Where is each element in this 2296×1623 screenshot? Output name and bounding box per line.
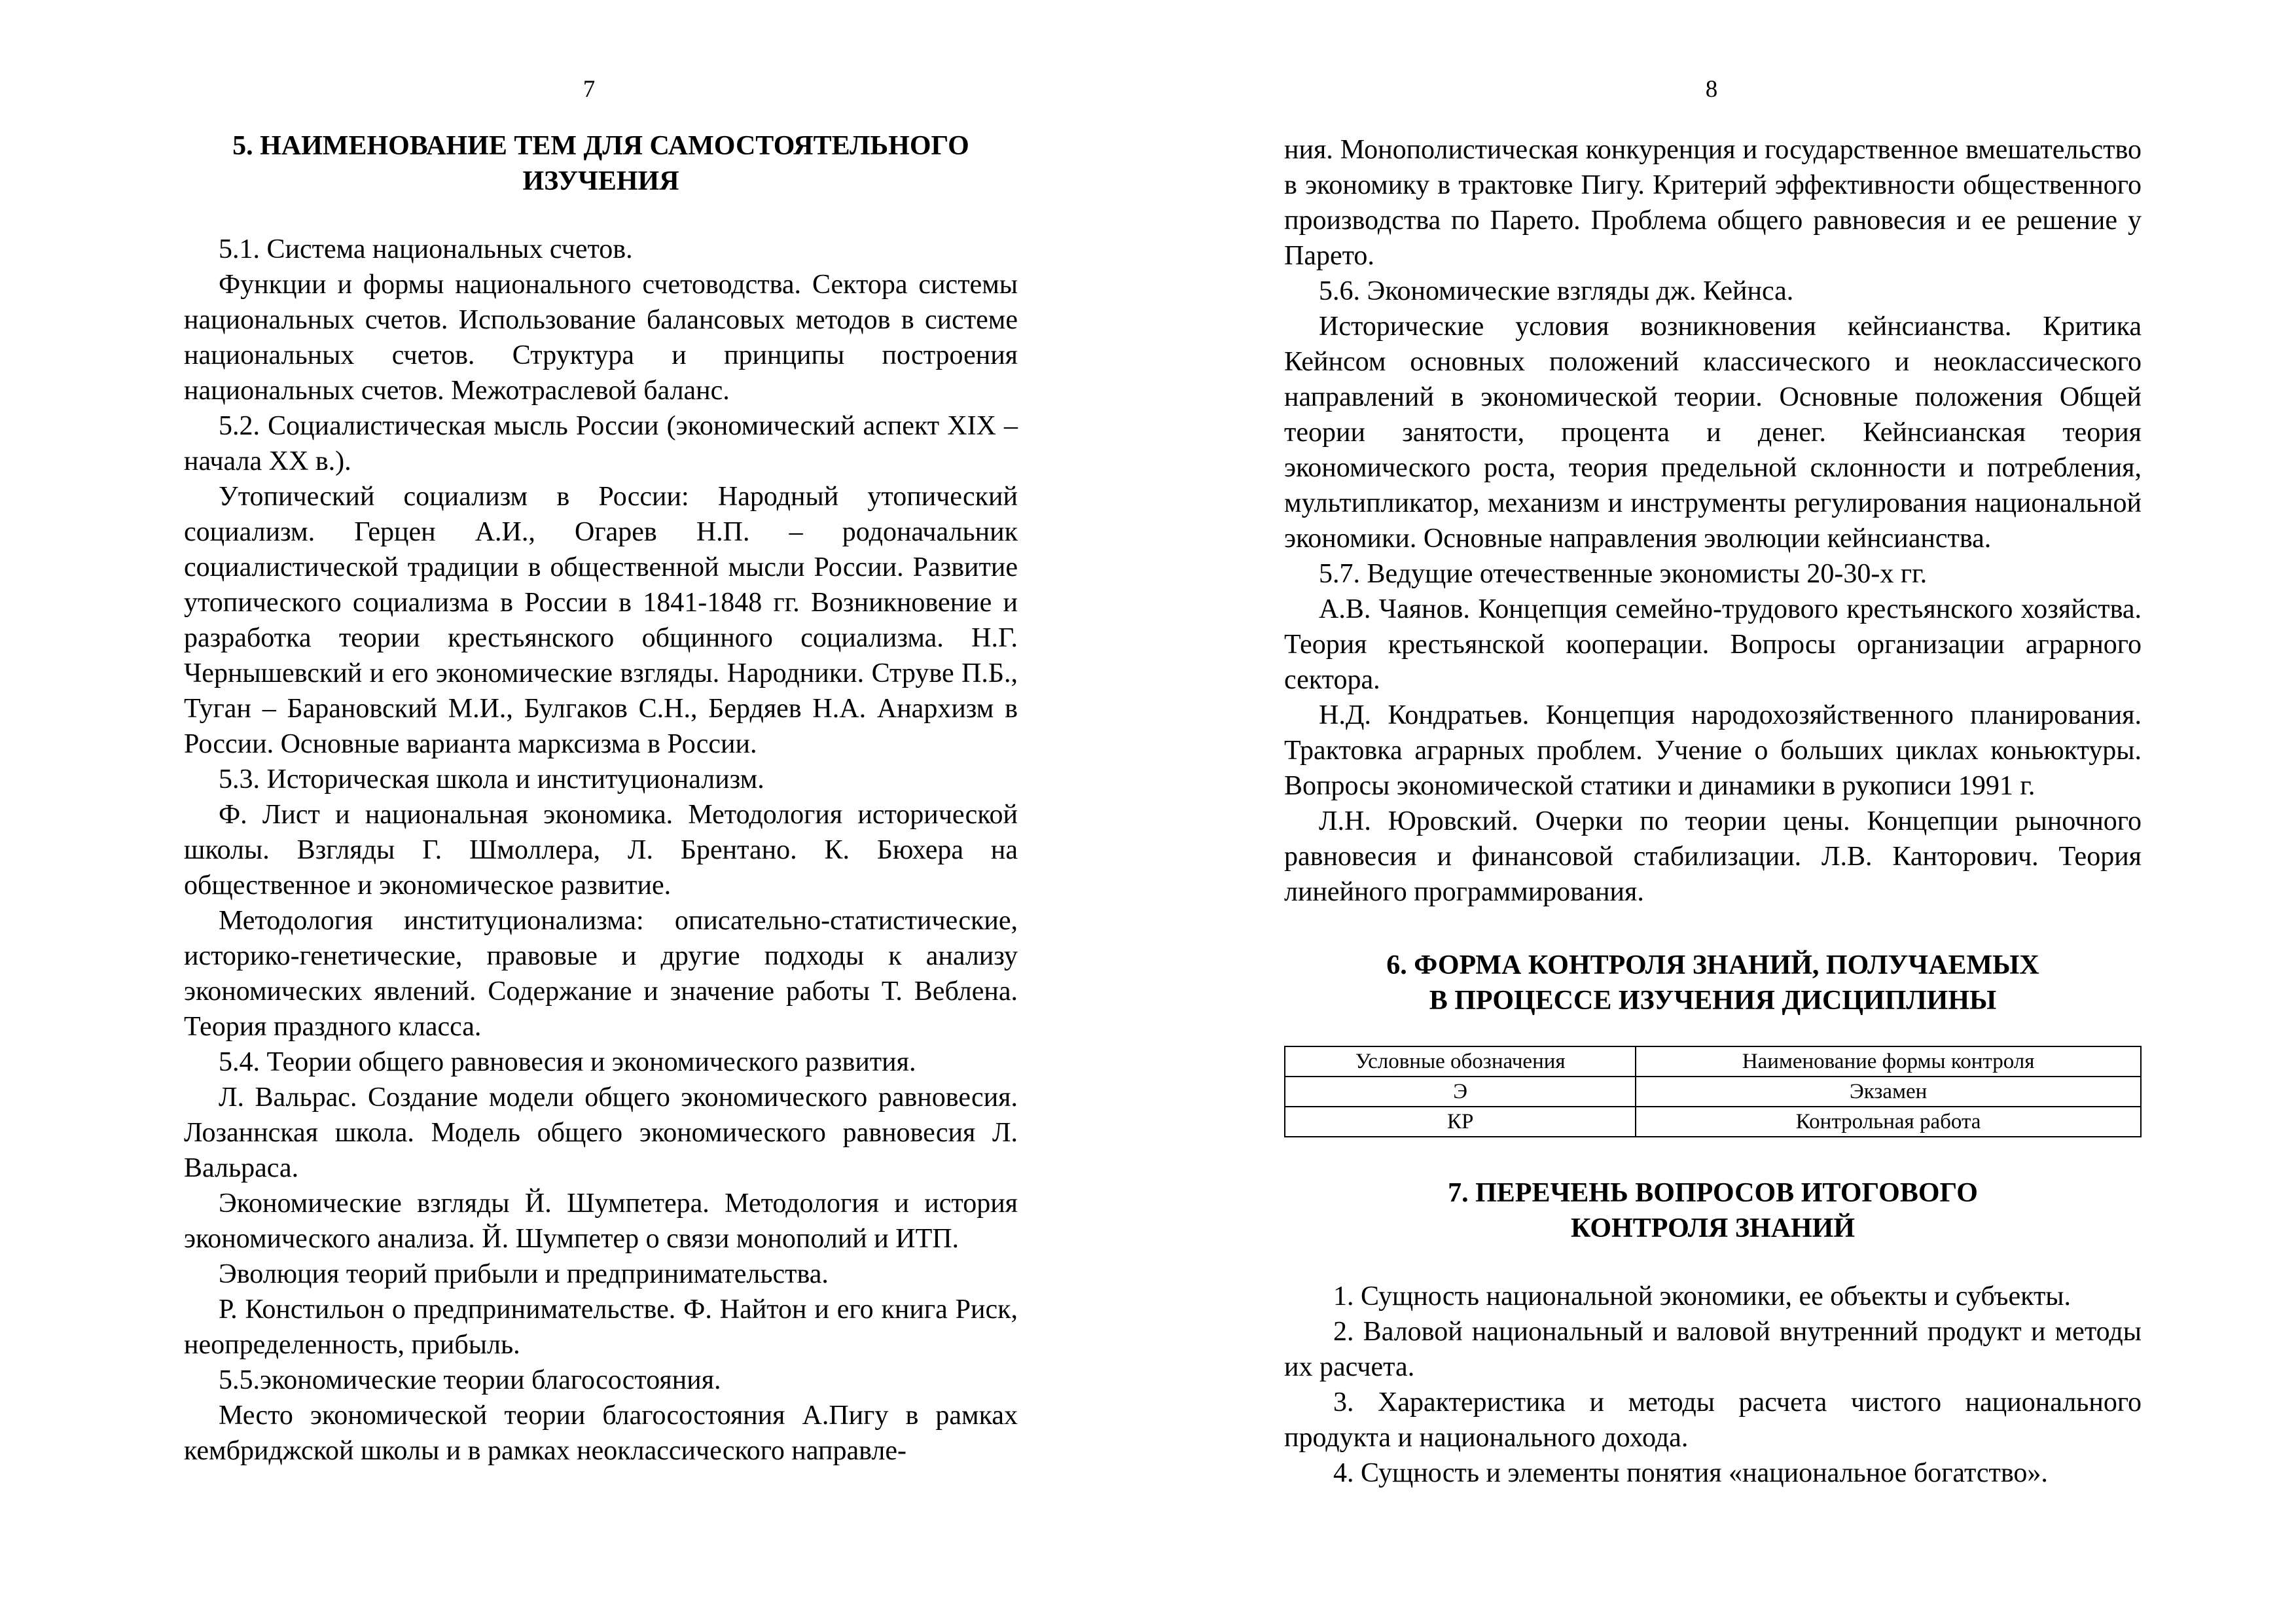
section-6-heading-line1: 6. ФОРМА КОНТРОЛЯ ЗНАНИЙ, ПОЛУЧАЕМЫХ (1386, 950, 2039, 980)
paragraph: Методология институционализма: описательно-статистические, историко-генетические, правовые и другие подходы к анализу экономических явлений. Содержание и значение работы Т. Веблена. Теория праздного класса. (184, 906, 1018, 1042)
paragraph: Исторические условия возникновения кейнсианства. Критика Кейнсом основных положений классического и неоклассического направлений в экономической теории. Основные положения Общей теории занятости, процента и денег. Кейнсианская теория экономического роста, теория предельной склонности и потребления, мультипликатор, механизм и инструменты регулирования национальной экономики. Основные направления эволюции кейнсианства. (1284, 312, 2142, 554)
paragraph: А.В. Чаянов. Концепция семейно-трудового крестьянского хозяйства. Теория крестьянской кооперации. Вопросы организации аграрного сектора. (1284, 594, 2142, 695)
question-item: 1. Сущность национальной экономики, ее объекты и субъекты. (1333, 1281, 2072, 1311)
paragraph: Место экономической теории благосостояния А.Пигу в рамках кембриджской школы и в рамках неоклассического направле- (184, 1400, 1018, 1466)
paragraph: Н.Д. Кондратьев. Концепция народохозяйственного планирования. Трактовка аграрных проблем. Учение о больших циклах коньюктуры. Вопросы экономической статики и динамики в рукописи 1991 г. (1284, 700, 2142, 801)
paragraph: 5.6. Экономические взгляды дж. Кейнса. (1319, 276, 1794, 306)
paragraph: 5.4. Теории общего равновесия и экономического развития. (219, 1047, 916, 1077)
question-item: 3. Характеристика и методы расчета чистого национального продукта и национального дохода. (1284, 1387, 2142, 1453)
paragraph: Ф. Лист и национальная экономика. Методология исторической школы. Взгляды Г. Шмоллера, Л. Брентано. К. Бюхера на общественное и экономическое развитие. (184, 800, 1018, 901)
paragraph: Функции и формы национального счетоводства. Сектора системы национальных счетов. Использование балансовых методов в системе национальных счетов. Структура и принципы построения национальных счетов. Межотраслевой баланс. (184, 270, 1018, 406)
question-item: 2. Валовой национальный и валовой внутренний продукт и методы их расчета. (1284, 1317, 2142, 1382)
paragraph: Р. Констильон о предпринимательстве. Ф. Найтон и его книга Риск, неопределенность, прибыль. (184, 1294, 1018, 1360)
section-6-heading-line2: В ПРОЦЕССЕ ИЗУЧЕНИЯ ДИСЦИПЛИНЫ (1429, 986, 1997, 1016)
section-7-heading (1284, 1175, 2142, 1246)
table-header-cell: Наименование формы контроля (1636, 1046, 2141, 1077)
table-header-cell: Условные обозначения (1285, 1046, 1636, 1077)
section-7-heading-line1: 7. ПЕРЕЧЕНЬ ВОПРОСОВ ИТОГОВОГО (1448, 1178, 1978, 1208)
paragraph: 5.3. Историческая школа и институционализм. (219, 764, 764, 794)
paragraph: Л. Вальрас. Создание модели общего экономического равновесия. Лозаннская школа. Модель общего экономического равновесия Л. Вальраса. (184, 1082, 1018, 1183)
paragraph: Л.Н. Юровский. Очерки по теории цены. Концепции рыночного равновесия и финансовой стабилизации. Л.В. Канторович. Теория линейного программирования. (1284, 806, 2142, 907)
table-header-row (1285, 1046, 2141, 1077)
page-number-right: 8 (1705, 76, 1718, 103)
section-5-heading-line1: 5. НАИМЕНОВАНИЕ ТЕМ ДЛЯ САМОСТОЯТЕЛЬНОГО (232, 131, 969, 161)
paragraph: Эволюция теорий прибыли и предпринимательства. (219, 1259, 829, 1289)
paragraph: Экономические взгляды Й. Шумпетера. Методология и история экономического анализа. Й. Шумпетер о связи монополий и ИТП. (184, 1188, 1018, 1254)
table-row (1285, 1107, 2141, 1137)
question-item: 4. Сущность и элементы понятия «национальное богатство». (1333, 1458, 2048, 1488)
section-7-heading-line2: КОНТРОЛЯ ЗНАНИЙ (1570, 1213, 1856, 1243)
table-cell: Э (1285, 1077, 1636, 1107)
table-row (1285, 1077, 2141, 1107)
left-page (184, 128, 1018, 1469)
paragraph: 5.1. Система национальных счетов. (219, 234, 633, 264)
right-page (1284, 132, 2142, 1491)
table-cell: Экзамен (1636, 1077, 2141, 1107)
paragraph: 5.7. Ведущие отечественные экономисты 20-30-х гг. (1319, 559, 1928, 589)
section-5-heading-line2: ИЗУЧЕНИЯ (522, 166, 679, 196)
page-number-left: 7 (583, 76, 596, 103)
section-6-heading (1284, 948, 2142, 1018)
paragraph: ния. Монополистическая конкуренция и государственное вмешательство в экономику в трактовке Пигу. Критерий эффективности общественного производства по Парето. Проблема общего равновесия и ее решение у Парето. (1284, 135, 2142, 271)
paragraph: 5.5.экономические теории благосостояния. (219, 1365, 721, 1395)
table-cell: Контрольная работа (1636, 1107, 2141, 1137)
section-5-heading (184, 128, 1018, 199)
paragraph: Утопический социализм в России: Народный утопический социализм. Герцен А.И., Огарев Н.П. – родоначальник социалистической традиции в общественной мысли России. Развитие утопического социализма в России в 1841-1848 гг. Возникновение и разработка теории крестьянского общинного социализма. Н.Г. Чернышевский и его экономические взгляды. Народники. Струве П.Б., Туган – Барановский М.И., Булгаков С.Н., Бердяев Н.А. Анархизм в России. Основные варианта марксизма в России. (184, 482, 1018, 759)
control-forms-table (1284, 1046, 2142, 1137)
paragraph: 5.2. Социалистическая мысль России (экономический аспект XIX – начала XX в.). (184, 411, 1018, 476)
table-cell: КР (1285, 1107, 1636, 1137)
